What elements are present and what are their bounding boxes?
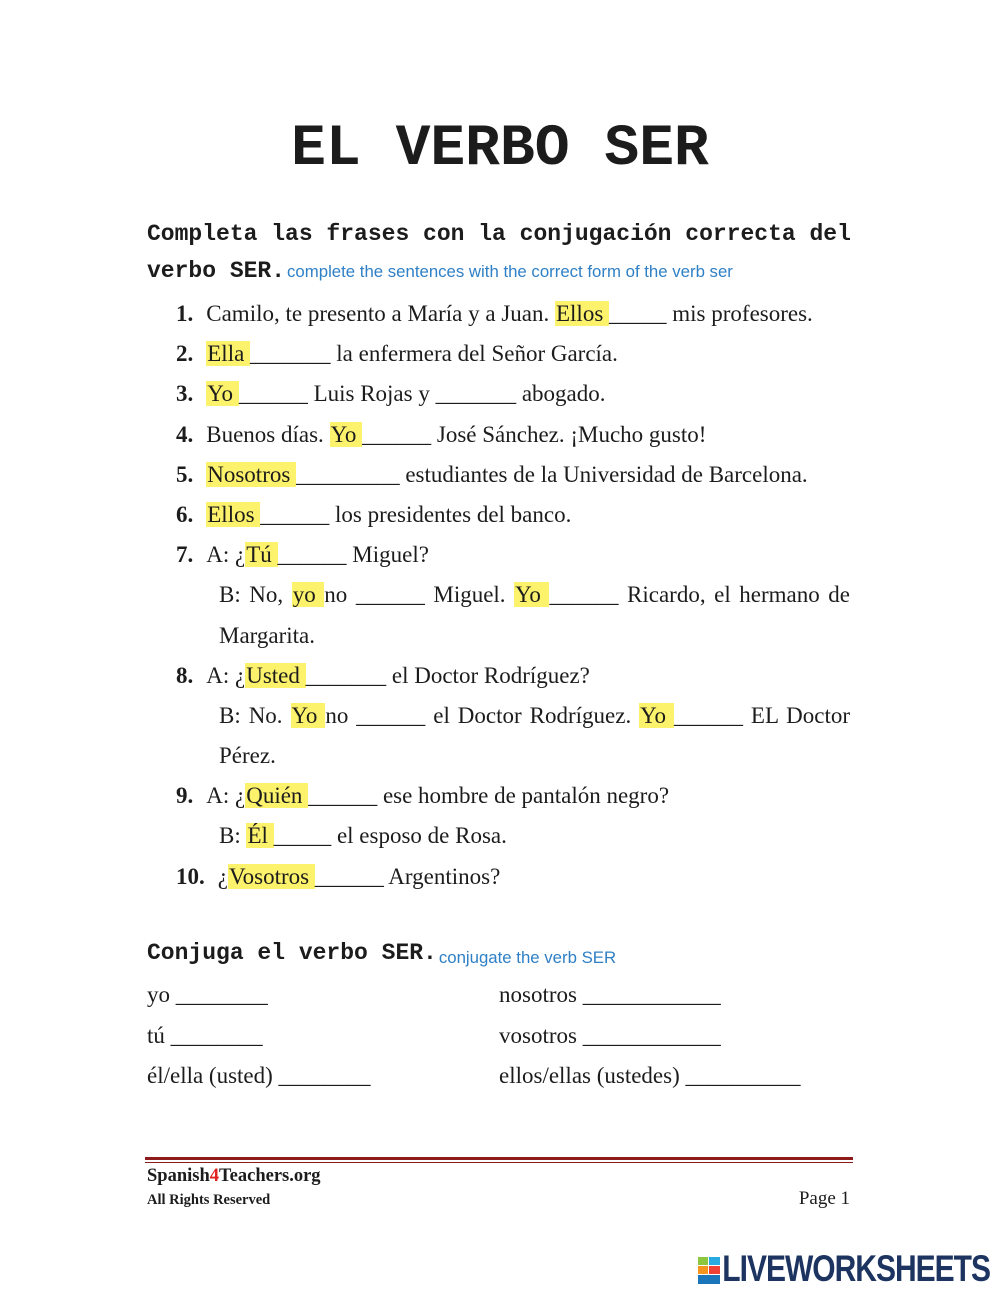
sentence-text: ¿ (217, 863, 228, 889)
sentence-text: ______ Miguel? (277, 542, 429, 568)
highlighted-subject: Yo (207, 381, 239, 407)
sentence-text: ______ Ricardo, el hermano de (549, 582, 850, 608)
rights-text: All Rights Reserved (147, 1192, 271, 1208)
sentence-text: Margarita. (219, 622, 316, 648)
item-line (176, 334, 850, 374)
sentence-text: B: No. (219, 702, 291, 728)
highlighted-subject: Yo (640, 702, 674, 728)
sentence-text: A: ¿ (206, 662, 246, 688)
instruction-translation: complete the sentences with the correct form of the verb ser (287, 262, 733, 281)
highlighted-subject: Yo (291, 702, 326, 728)
instruction-line: Completa las frases con la conjugación correcta del (147, 221, 851, 247)
item-number: 7. (176, 542, 194, 568)
site-name-accent: 4 (209, 1166, 219, 1186)
site-name-start: Spanish (147, 1166, 210, 1186)
item-line (176, 495, 850, 535)
sentence-text: ______ Argentinos? (314, 863, 501, 889)
sentence-text: A: ¿ (206, 542, 246, 568)
exercise1-instruction (147, 216, 851, 290)
highlighted-subject: Yo (330, 421, 363, 447)
exercise-item (176, 656, 850, 777)
sentence-text: ______ Luis Rojas y _______ abogado. (238, 381, 606, 407)
site-name-end: Teachers.org (219, 1166, 321, 1186)
item-line (176, 776, 850, 816)
highlighted-subject: Nosotros (207, 461, 297, 487)
liveworksheets-logo (698, 1249, 990, 1290)
item-line (176, 535, 850, 575)
exercise2-instruction (147, 935, 616, 972)
exercise-list (176, 294, 850, 897)
highlighted-subject: Vosotros (228, 863, 315, 889)
highlighted-subject: Él (247, 823, 274, 849)
sentence-text: Buenos días. (206, 421, 330, 447)
logo-text: LIVEWORKSHEETS (722, 1249, 990, 1290)
sentence-text: _____ mis profesores. (609, 301, 813, 326)
sentence-text: _________ estudiantes de la Universidad de Barcelona. (296, 461, 808, 487)
page-number: Page 1 (798, 1188, 850, 1209)
item-number: 5. (176, 461, 194, 487)
highlighted-subject: yo (292, 582, 325, 608)
item-line (176, 294, 850, 334)
conjugation-cell-el-ella-usted: él/ella (usted) ________ (147, 1063, 371, 1088)
highlighted-subject: Quién (246, 783, 309, 809)
page-title: EL VERBO SER (291, 117, 709, 182)
sentence-text: B: (219, 823, 247, 849)
sentence-text: ______ EL Doctor (673, 702, 850, 728)
conjugation-cell-ellos-ellas-ustedes: ellos/ellas (ustedes) __________ (499, 1063, 801, 1088)
item-line (176, 857, 850, 897)
site-name (147, 1165, 321, 1187)
exercise-item (176, 415, 850, 455)
instruction-line: verbo SER. (147, 258, 286, 284)
footer-rule (145, 1157, 853, 1160)
sentence-text: ______ los presidentes del banco. (260, 501, 572, 527)
sentence-text: B: No, (219, 582, 292, 608)
highlighted-subject: Usted (246, 662, 306, 688)
sentence-text: Camilo, te presento a María y a Juan. (206, 301, 555, 326)
conjugation-cell-yo: yo ________ (147, 982, 268, 1007)
highlighted-subject: Tú (246, 542, 278, 568)
item-number: 4. (176, 421, 194, 447)
conjugation-cell-tu: tú ________ (147, 1022, 263, 1048)
highlighted-subject: Ellos (555, 301, 610, 326)
exercise-item (176, 857, 850, 897)
highlighted-subject: Ella (207, 341, 251, 367)
item-line (176, 455, 850, 495)
item-line (176, 656, 850, 696)
exercise-item (176, 776, 850, 856)
item-continuation-line (176, 736, 850, 776)
exercise-item (176, 535, 850, 656)
sentence-text: ______ José Sánchez. ¡Mucho gusto! (362, 421, 707, 447)
conjugation-cell-vosotros: vosotros ____________ (499, 1022, 721, 1048)
instruction-translation: conjugate the verb SER (438, 948, 617, 967)
sentence-text: _______ el Doctor Rodríguez? (305, 662, 590, 688)
item-number: 1. (176, 301, 194, 326)
item-continuation-line (176, 575, 850, 615)
item-number: 2. (176, 341, 194, 367)
conjugation-cell-nosotros: nosotros ____________ (499, 982, 721, 1007)
sentence-text: _____ el esposo de Rosa. (273, 823, 507, 849)
item-number: 9. (176, 783, 194, 809)
exercise-item (176, 455, 850, 495)
item-continuation-line (176, 696, 850, 736)
sentence-text: _______ la enfermera del Señor García. (250, 341, 618, 367)
exercise-item (176, 495, 850, 535)
instruction-line-2 (147, 253, 851, 290)
exercise-item (176, 374, 850, 414)
sentence-text: ______ ese hombre de pantalón negro? (308, 783, 670, 809)
sentence-text: no ______ Miguel. (324, 582, 515, 608)
liveworksheets-icon (698, 1257, 720, 1284)
exercise-item (176, 334, 850, 374)
highlighted-subject: Ellos (207, 501, 261, 527)
sentence-text: A: ¿ (206, 783, 246, 809)
conjugation-table (147, 975, 851, 1097)
item-continuation-line (176, 816, 850, 856)
footer-rule-thin (145, 1162, 853, 1163)
item-number: 10. (176, 863, 205, 889)
item-continuation-line (176, 616, 850, 656)
exercise-item (176, 294, 850, 334)
sentence-text: Pérez. (219, 743, 276, 769)
item-line (176, 415, 850, 455)
item-number: 6. (176, 501, 194, 527)
sentence-text: no ______ el Doctor Rodríguez. (325, 702, 640, 728)
item-line (176, 374, 850, 414)
instruction-line: Conjuga el verbo SER. (147, 940, 437, 966)
item-number: 3. (176, 381, 194, 407)
highlighted-subject: Yo (515, 582, 550, 608)
item-number: 8. (176, 662, 194, 688)
